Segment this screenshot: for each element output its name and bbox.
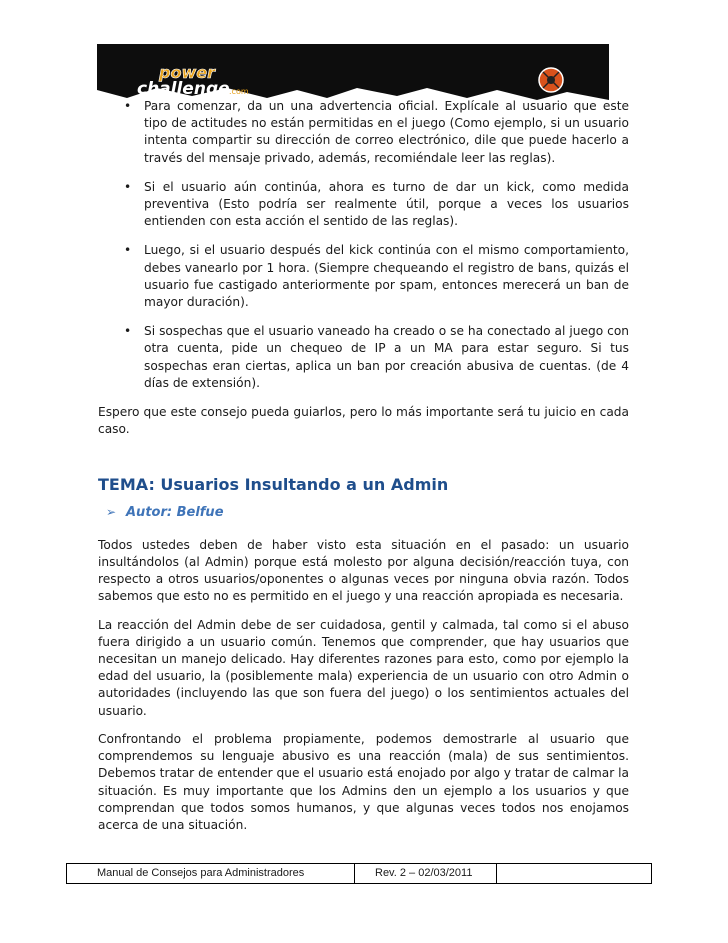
section-body (98, 537, 629, 834)
footer-manual-title: Manual de Consejos para Administradores (67, 864, 355, 883)
power-challenge-banner (97, 44, 609, 100)
section-title: TEMA: Usuarios Insultando a un Admin (98, 475, 449, 495)
svg-text:challenge: challenge (137, 79, 230, 99)
bullet-icon: • (124, 99, 132, 113)
list-item: • Luego, si el usuario después del kick continúa con el mismo comportamiento, debes vanearlo por 1 hora. (Siempre chequeando el registro de bans, quizás el usuario fue castigado anteriormente por spam, entonces merecerá un ban de mayor duración). (124, 243, 629, 310)
list-item: • Si sospechas que el usuario vaneado ha creado o se ha conectado al juego con otra cuenta, pide un chequeo de IP a un MA para estar seguro. Si tus sospechas eran ciertas, aplica un ban por creación abusiva de cuentas. (de 4 días de extensión). (124, 324, 629, 390)
list-item: • Para comenzar, da un una advertencia oficial. Explícale al usuario que este tipo de actitudes no están permitidas en el juego (Como ejemplo, si un usuario intenta compartir su dirección de correo electrónico, dile que puede hacerlo a través del mensaje privado, además, recomiéndale leer las reglas). (124, 99, 629, 165)
author-label: Autor: Belfue (126, 504, 224, 520)
page-footer (66, 863, 652, 884)
document-body (98, 98, 629, 845)
bullet-icon: • (124, 324, 132, 339)
paragraph: La reacción del Admin debe de ser cuidadosa, gentil y calmada, tal como si el abuso fuera dirigido a un usuario común. Tenemos que comprender, que hay usuarios que necesitan un manejo delicado. Hay diferentes razones para esto, como por ejemplo la edad del usuario, la (posiblemente mala) experiencia de un usuario con otro Admin o autoridades (incluyendo las que son fuera del juego) o los sentimientos actuales del usuario. (98, 617, 629, 718)
closing-paragraph: Espero que este consejo pueda guiarlos, pero lo más importante será tu juicio en cada caso. (98, 405, 629, 437)
section-author (102, 504, 629, 521)
paragraph: Todos ustedes deben de haber visto esta situación en el pasado: un usuario insultándolos (al Admin) porque está molesto por alguna decisión/reacción tuya, con respecto a otros usuarios/oponentes o algunas veces por ninguna obvia razón. Todos sabemos que esto no es permitido en el juego y una reacción apropiada es necesaria. (98, 537, 629, 604)
arrow-bullet-icon: ➢ (106, 504, 117, 519)
bullet-icon: • (124, 243, 132, 258)
recommendation-list (102, 98, 629, 392)
footer-empty-cell (497, 864, 651, 883)
svg-text:.com: .com (229, 87, 249, 96)
svg-text:power: power (159, 63, 215, 82)
footer-revision: Rev. 2 – 02/03/2011 (355, 864, 497, 883)
list-item: • Si el usuario aún continúa, ahora es turno de dar un kick, como medida preventiva (Esto podría ser realmente útil, porque a veces los usuarios entienden con esta acción el sentido de las reglas). (124, 179, 629, 229)
ball-icon (539, 68, 563, 92)
paragraph: Confrontando el problema propiamente, podemos demostrarle al usuario que comprendemos su lenguaje abusivo es una reacción (mala) de sus sentimientos. Debemos tratar de entender que el usuario está enojado por algo y tratar de calmar la situación. Es muy importante que los Admins den un ejemplo a los usuarios y que comprendan que todos somos humanos, y que algunas veces todos nos enojamos acerca de una situación. (98, 731, 629, 832)
bullet-icon: • (124, 179, 132, 194)
